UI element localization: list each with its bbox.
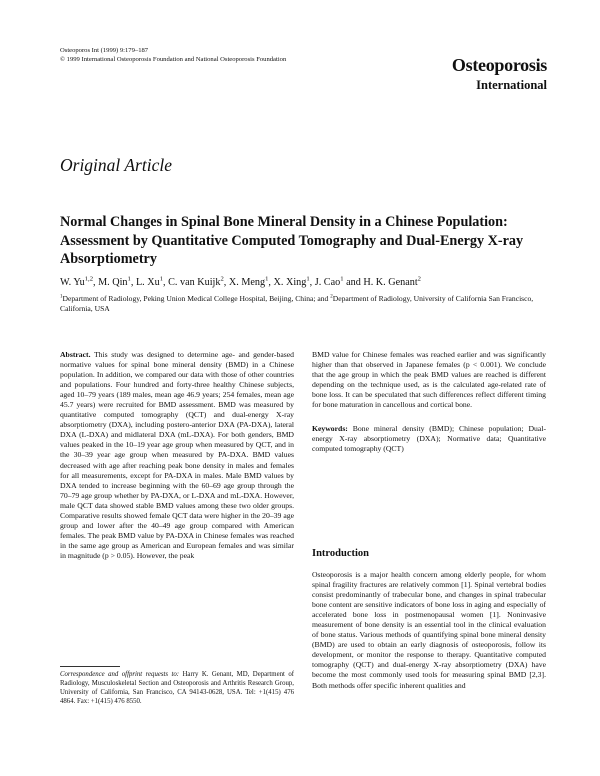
author-sep: , xyxy=(93,277,99,288)
author: X. Xing xyxy=(273,277,307,288)
correspondence-label: Correspondence and offprint requests to: xyxy=(60,671,180,678)
affiliation-1: Department of Radiology, Peking Union Medical College Hospital, Beijing, China; and xyxy=(62,294,331,303)
author-affil-mark: 1 xyxy=(159,275,164,283)
paper-title: Normal Changes in Spinal Bone Mineral Density in a Chinese Population: Assessment by Quantitative Computed Tomography and Dual-Energy X-ray Absorptiometry xyxy=(60,214,524,267)
affil-mark: 2 xyxy=(330,294,333,300)
author: C. van Kuijk xyxy=(168,277,221,288)
keywords-label: Keywords: xyxy=(312,424,348,434)
abstract-text: This study was designed to determine age- and gender-based normative values for spinal bone mineral density (BMD) in a Chinese population. In addition, we compared our data with those of other countries and populations. Four hundred and forty-three healthy Chinese subjects, aged 10–79 years (189 males, mean age 46.9 years; 254 females, mean age 45.7 years) were recruited for BMD assessment. BMD was measured by quantitative computed tomography (QCT) and dual-energy X-ray absorptiometry (DXA), including postero-anterior DXA (PA-DXA), lateral DXA (L-DXA) and midlateral DXA (mL-DXA). For both genders, BMD values peaked in the 10–19 year age group when measured by QCT, and in the 30–39 year age group when measured by PA-DXA. BMD values decreased with age after reaching peak bone density in males and females for all measurements, except for PA-DXA in males. Male BMD values by DXA tended to increase beginning with the 60–69 age group through the 70–79 age group whether by PA-DXA, or L-DXA and mL-DXA. However, male QCT data showed stable BMD values among these two older groups. Comparative results showed female QCT data were higher in the 20–39 age group and lower after the 40–49 age group compared with American females. The peak BMD value by PA-DXA in Chinese females was reached in the same age group as American and European females and was similar in magnitude (p > 0.05). However, the peak xyxy=(60,350,294,560)
footnote-rule xyxy=(60,666,120,667)
author: M. Qin xyxy=(98,277,128,288)
author: X. Meng xyxy=(228,277,266,288)
abstract-label: Abstract. xyxy=(60,350,91,359)
author-sep: and xyxy=(343,277,364,288)
author-affil-mark: 1 xyxy=(265,275,269,283)
introduction-heading: Introduction xyxy=(312,548,369,559)
journal-name: Osteoporosis xyxy=(451,55,547,75)
author-sep: , xyxy=(130,277,136,288)
affiliations xyxy=(60,294,560,315)
author-affil-mark: 1 xyxy=(306,275,310,283)
abstract-continued: BMD value for Chinese females was reached earlier and was significantly higher than that observed in Japanese females (p < 0.001). We conclude that the age group in which the peak BMD values are reached is different depending on the technique used, as is the calculated age-related rate of bone loss. It can be speculated that such differences reflect different timing for bone maturation in cancellous and cortical bone. xyxy=(312,350,546,410)
author-affil-mark: 1,2 xyxy=(84,275,93,283)
author-affil-mark: 2 xyxy=(417,275,421,283)
correspondence-footnote xyxy=(60,670,294,706)
abstract xyxy=(60,350,294,561)
affil-mark: 1 xyxy=(60,294,63,300)
abstract-column-left xyxy=(60,350,294,561)
correspondence-text: Harry K. Genant, MD, Department of Radiology, Musculoskeletal Section and Osteoporosis and Arthritis Research Group, University of California, San Francisco, CA 94143-0628, USA. Tel: +1(415) 476 4864. Fax: +1(415) 476 8550. xyxy=(60,671,294,705)
author: L. Xu xyxy=(135,277,160,288)
author: J. Cao xyxy=(314,277,341,288)
author-affil-mark: 2 xyxy=(220,275,224,283)
author-sep: , xyxy=(268,277,274,288)
journal-copyright: © 1999 International Osteoporosis Foundation and National Osteoporosis Foundation xyxy=(60,55,287,63)
article-type: Original Article xyxy=(60,155,172,175)
journal-citation: Osteoporos Int (1999) 9:179–187 xyxy=(60,47,149,54)
author: W. Yu xyxy=(60,277,85,288)
keywords-text: Bone mineral density (BMD); Chinese population; Dual-energy X-ray absorptiometry (DXA); Normative data; Quantitative computed tomography (QCT) xyxy=(312,424,547,454)
author-list xyxy=(60,277,421,288)
keywords xyxy=(312,424,546,454)
author-sep: , xyxy=(309,277,315,288)
author-affil-mark: 1 xyxy=(127,275,131,283)
abstract-column-right xyxy=(312,350,546,454)
affiliation-2: Department of Radiology, University of California San Francisco, California, USA xyxy=(60,294,534,314)
author-sep: , xyxy=(223,277,229,288)
author: H. K. Genant xyxy=(363,277,418,288)
author-sep: , xyxy=(163,277,169,288)
introduction-text: Osteoporosis is a major health concern among elderly people, for whom spinal fragility fractures are relatively common [1]. Spinal vertebral bodies consist predominantly of trabecular bone, and changes in spinal trabecular bone content are sensitive indicators of bone loss in aging and especially of accelerated bone loss in postmenopausal women [1]. Noninvasive measurement of bone density is an essential tool in the clinical evaluation of bone status. Various methods of quantifying spinal bone mineral density (BMD) are used to obtain an early diagnosis of osteoporosis, follow its development, or monitor the response to therapy. Quantitative computed tomography (QCT) and dual-energy X-ray absorptiometry (DXA) have become the most commonly used tools for measuring spinal BMD [2,3]. Both methods offer specific inherent qualities and xyxy=(312,570,546,690)
journal-citation-block xyxy=(60,47,286,64)
author-affil-mark: 1 xyxy=(340,275,344,283)
journal-name-sub: International xyxy=(476,78,547,92)
